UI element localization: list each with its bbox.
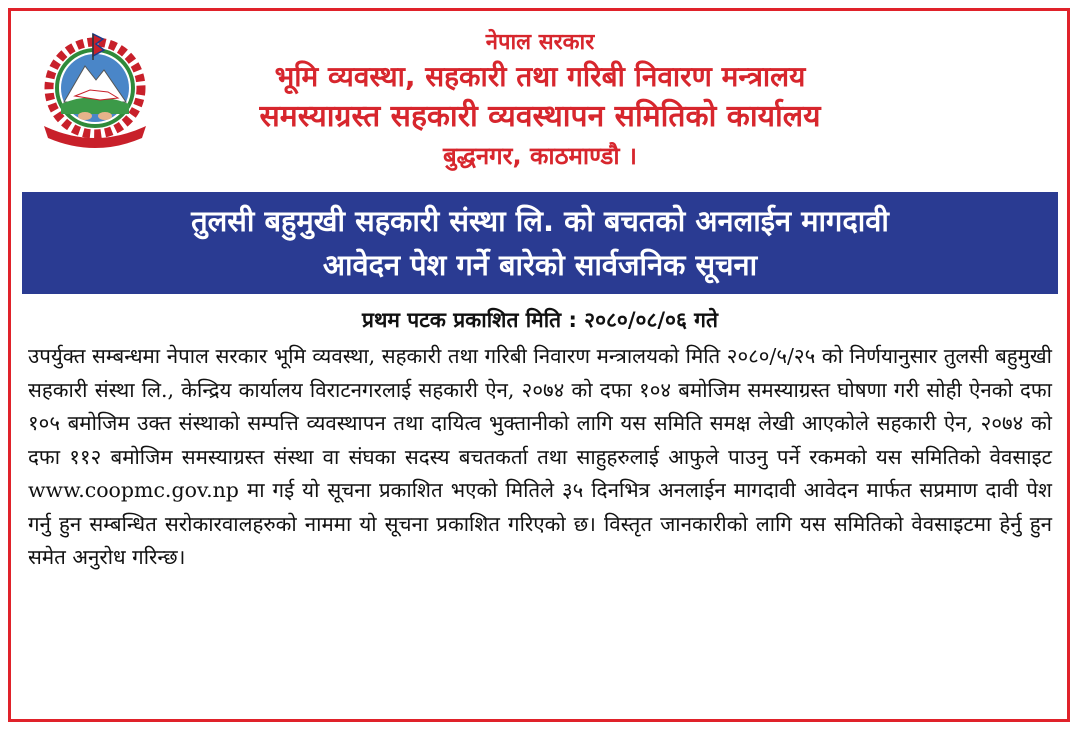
nepal-government-emblem-icon [30, 30, 160, 148]
publication-date: प्रथम पटक प्रकाशित मिति : २०८०/०८/०६ गते [362, 308, 718, 332]
notice-title-line-1: तुलसी बहुमुखी सहकारी संस्था लि. को बचतको अनलाईन मागदावी [191, 204, 889, 238]
notice-title-line-2: आवेदन पेश गर्ने बारेको सार्वजनिक सूचना [322, 248, 758, 282]
office-address: बुद्धनगर, काठमाण्डौ । [442, 142, 638, 170]
office-name: समस्याग्रस्त सहकारी व्यवस्थापन समितिको कार्यालय [259, 99, 821, 134]
notice-body-paragraph: उपर्युक्त सम्बन्धमा नेपाल सरकार भूमि व्यवस्था, सहकारी तथा गरिबी निवारण मन्त्रालयको मिति २०८०/५/२५ को निर्णयानुसार तुलसी बहुमुखी सहकारी संस्था लि., केन्द्रिय कार्यालय विराटनगरलाई सहकारी ऐन, २०७४ को दफा १०४ बमोजिम समस्याग्रस्त घोषणा गरी सोही ऐनको दफा १०५ बमोजिम उक्त संस्थाको सम्पत्ति व्यवस्थापन तथा दायित्व भुक्तानीको लागि यस समिति समक्ष लेखी आएकोले सहकारी ऐन, २०७४ को दफा ११२ बमोजिम समस्याग्रस्त संस्था वा संघका सदस्य बचतकर्ता तथा साहुहरुलाई आफुले पाउनु पर्ने रकमको यस समितिको वेवसाइट www.coopmc.gov.np मा गई यो सूचना प्रकाशित भएको मितिले ३५ दिनभित्र अनलाईन मागदावी आवेदन मार्फत सप्रमाण दावी पेश गर्नु हुन सम्बन्धित सरोकारवालहरुको नाममा यो सूचना प्रकाशित गरिएको छ। विस्तृत जानकारीको लागि यस समितिको वेवसाइटमा हेर्नु हुन समेत अनुरोध गरिन्छ। [28, 344, 1052, 569]
ministry-name: भूमि व्यवस्था, सहकारी तथा गरिबी निवारण मन्त्रालय [274, 60, 806, 93]
government-name: नेपाल सरकार [485, 30, 595, 55]
notice-title-banner [22, 192, 1058, 294]
notice-header [150, 28, 930, 174]
